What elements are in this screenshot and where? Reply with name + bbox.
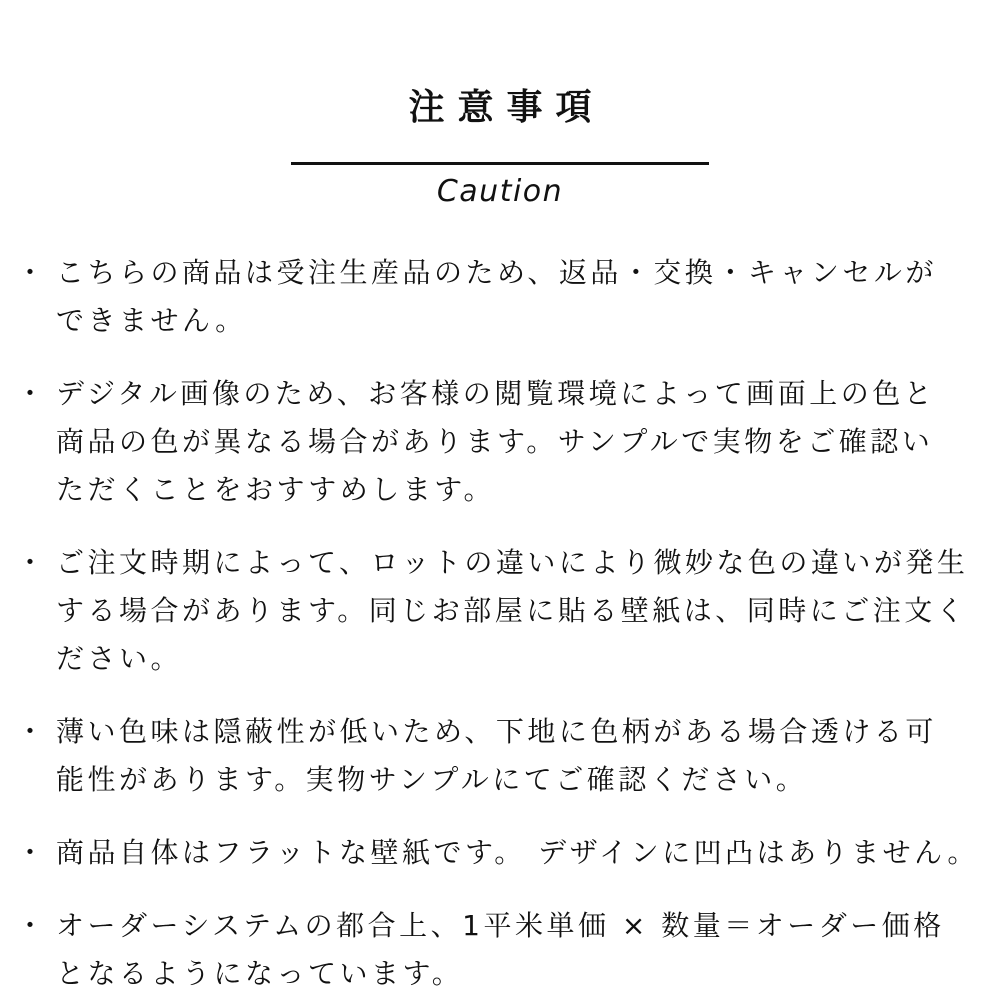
bullet-marker: ・ [16,377,45,411]
list-item [10,902,990,998]
note-line: 薄い色味は隠蔽性が低いため、下地に色柄がある場合透ける可 [56,715,937,749]
note-text [56,708,990,804]
bullet-marker: ・ [16,715,45,749]
note-text [56,370,990,514]
note-line: こちらの商品は受注生産品のため、返品・交換・キャンセルが [56,256,937,290]
bullet-marker: ・ [16,909,45,943]
note-line: となるようになっています。 [56,957,464,991]
note-line: デジタル画像のため、お客様の閲覧環境によって画面上の色と [56,377,936,411]
note-line: ださい。 [56,642,183,676]
page-title: 注意事項 [408,87,605,129]
caution-list [0,249,1000,998]
header [0,0,1000,210]
note-text [56,902,990,998]
list-item [10,249,990,345]
note-text [56,249,990,345]
list-item [10,370,990,514]
note-text [56,539,990,683]
list-item [10,708,990,804]
list-item [10,829,990,877]
note-line: 能性があります。実物サンプルにてご確認ください。 [56,763,808,797]
bullet-marker: ・ [16,256,45,290]
title-underline [291,162,709,165]
note-line: 商品自体はフラットな壁紙です。 デザインに凹凸はありません。 [56,836,979,870]
note-line: ただくことをおすすめします。 [56,473,496,507]
note-line: できません。 [56,304,247,338]
note-text [56,829,990,877]
note-line: ご注文時期によって、ロットの違いにより微妙な色の違いが発生 [56,546,969,580]
note-line: 商品の色が異なる場合があります。サンプルで実物をご確認い [56,425,934,459]
bullet-marker: ・ [16,546,45,580]
list-item [10,539,990,683]
note-line: する場合があります。同じお部屋に貼る壁紙は、同時にご注文く [56,594,968,628]
note-line: オーダーシステムの都合上、1平米単価 × 数量＝オーダー価格 [56,909,945,943]
page-subtitle: Caution [436,174,564,210]
bullet-marker: ・ [16,836,45,870]
